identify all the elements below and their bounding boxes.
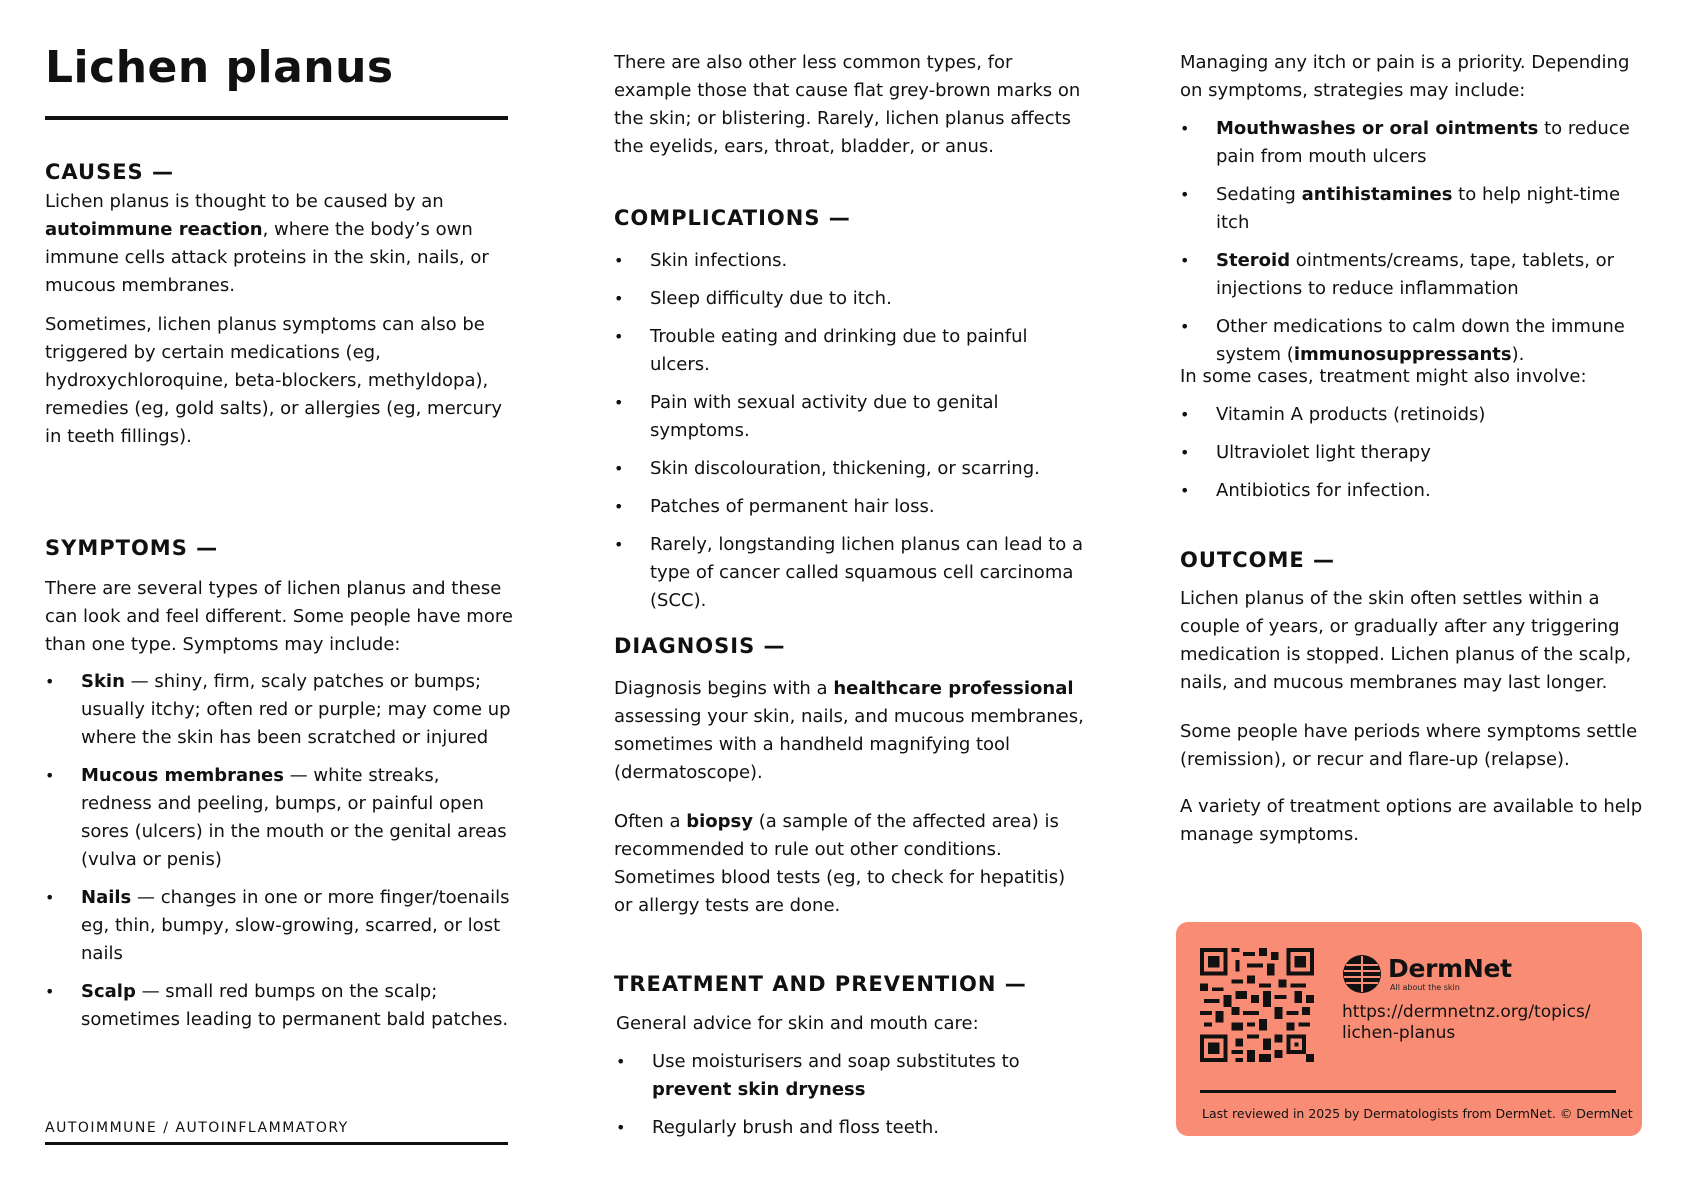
dermnet-logo: [1342, 952, 1542, 1000]
dermnet-tagline: All about the skin: [1390, 983, 1460, 992]
manage-list: [1180, 115, 1650, 379]
list-item: • Pain with sexual activity due to genital symptoms.: [614, 389, 1084, 445]
causes-heading: CAUSES —: [45, 160, 174, 184]
treatment-list: [616, 1048, 1086, 1152]
diagnosis-heading: DIAGNOSIS —: [614, 634, 786, 658]
list-item: • Scalp — small red bumps on the scalp; sometimes leading to permanent bald patches.: [45, 978, 515, 1034]
symptoms-heading: SYMPTOMS —: [45, 536, 219, 560]
review-note: Last reviewed in 2025 by Dermatologists from DermNet. © DermNet: [1202, 1106, 1633, 1121]
causes-paragraph-2: Sometimes, lichen planus symptoms can also be triggered by certain medications (eg, hydroxychloroquine, beta-blockers, methyldopa), remedies (eg, gold salts), or allergies (eg, mercury in teeth fillings).: [45, 314, 503, 447]
list-item: • Regularly brush and floss teeth.: [616, 1114, 1086, 1142]
complications-list: [614, 247, 1084, 625]
topic-url-link[interactable]: https://dermnetnz.org/topics/ lichen-planus: [1342, 1002, 1591, 1043]
list-item: • Trouble eating and drinking due to painful ulcers.: [614, 323, 1084, 379]
footer-divider: [45, 1142, 508, 1145]
list-item: • Ultraviolet light therapy: [1180, 439, 1650, 467]
list-item: • Use moisturisers and soap substitutes to prevent skin dryness: [616, 1048, 1086, 1104]
list-item: • Sedating antihistamines to help night-time itch: [1180, 181, 1650, 237]
list-item: • Vitamin A products (retinoids): [1180, 401, 1650, 429]
treatment-heading: TREATMENT AND PREVENTION —: [614, 972, 1027, 996]
list-item: • Mouthwashes or oral ointments to reduce pain from mouth ulcers: [1180, 115, 1650, 171]
other-types-paragraph: There are also other less common types, for example those that cause flat grey-brown marks on the skin; or blistering. Rarely, lichen planus affects the eyelids, ears, throat, bladder, or anus.: [614, 52, 1081, 157]
list-item: • Other medications to calm down the immune system (immunosuppressants).: [1180, 313, 1650, 369]
cases-paragraph: In some cases, treatment might also involve:: [1180, 366, 1587, 387]
page-title: Lichen planus: [45, 42, 394, 93]
list-item: • Sleep difficulty due to itch.: [614, 285, 1084, 313]
dermnet-logo-icon: [1342, 954, 1382, 994]
list-item: • Skin — shiny, firm, scaly patches or bumps; usually itchy; often red or purple; may come up where the skin has been scratched or injured: [45, 668, 515, 752]
symptoms-list: [45, 668, 515, 1044]
outcome-paragraph-1: Lichen planus of the skin often settles within a couple of years, or gradually after any triggering medication is stopped. Lichen planus of the scalp, nails, and mucous membranes may last longer.: [1180, 588, 1632, 693]
outcome-paragraph-3: A variety of treatment options are available to help manage symptoms.: [1180, 796, 1643, 845]
outcome-paragraph-2: Some people have periods where symptoms settle (remission), or recur and flare-up (relapse).: [1180, 721, 1638, 770]
list-item: • Skin discolouration, thickening, or scarring.: [614, 455, 1084, 483]
treatment-intro: General advice for skin and mouth care:: [616, 1013, 979, 1034]
card-divider: [1200, 1090, 1616, 1093]
list-item: • Nails — changes in one or more finger/toenails eg, thin, bumpy, slow-growing, scarred, or lost nails: [45, 884, 515, 968]
list-item: • Steroid ointments/creams, tape, tablets, or injections to reduce inflammation: [1180, 247, 1650, 303]
list-item: • Patches of permanent hair loss.: [614, 493, 1084, 521]
diagnosis-paragraph-1: Diagnosis begins with a healthcare professional assessing your skin, nails, and mucous membranes, sometimes with a handheld magnifying tool (dermatoscope).: [614, 678, 1084, 783]
list-item: • Mucous membranes — white streaks, redness and peeling, bumps, or painful open sores (ulcers) in the mouth or the genital areas (vulva or penis): [45, 762, 515, 874]
list-item: • Rarely, longstanding lichen planus can lead to a type of cancer called squamous cell carcinoma (SCC).: [614, 531, 1084, 615]
causes-paragraph-1: Lichen planus is thought to be caused by an autoimmune reaction, where the body’s own immune cells attack proteins in the skin, nails, or mucous membranes.: [45, 191, 489, 296]
title-divider: [45, 116, 508, 120]
symptoms-intro: There are several types of lichen planus and these can look and feel different. Some people have more than one type. Symptoms may include:: [45, 578, 513, 655]
list-item: • Antibiotics for infection.: [1180, 477, 1650, 505]
cases-list: [1180, 401, 1650, 515]
outcome-heading: OUTCOME —: [1180, 548, 1336, 572]
dermnet-card: [1176, 922, 1642, 1136]
qr-code-icon[interactable]: [1200, 948, 1314, 1062]
list-item: • Skin infections.: [614, 247, 1084, 275]
dermnet-brand-name: DermNet: [1388, 954, 1512, 983]
category-tag: AUTOIMMUNE / AUTOINFLAMMATORY: [45, 1120, 349, 1136]
diagnosis-paragraph-2: Often a biopsy (a sample of the affected area) is recommended to rule out other conditions. Sometimes blood tests (eg, to check for hepatitis) or allergy tests are done.: [614, 811, 1066, 916]
complications-heading: COMPLICATIONS —: [614, 206, 851, 230]
manage-paragraph: Managing any itch or pain is a priority. Depending on symptoms, strategies may include:: [1180, 52, 1630, 101]
